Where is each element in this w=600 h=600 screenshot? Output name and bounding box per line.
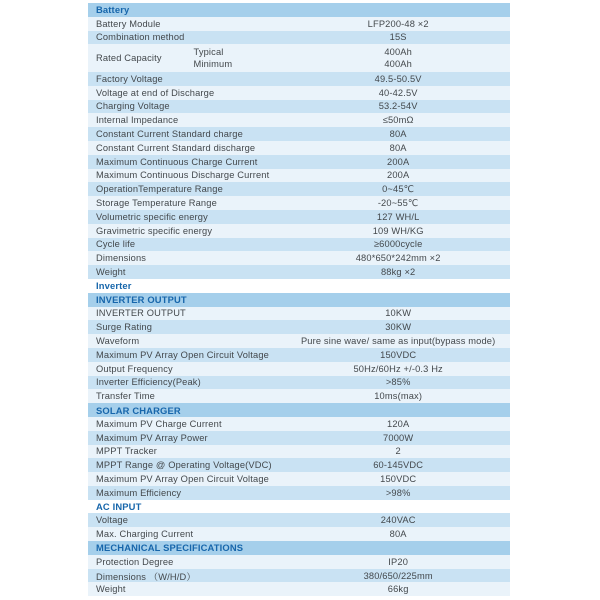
spec-label: OperationTemperature Range	[96, 184, 223, 195]
spec-value: 50Hz/60Hz +/-0.3 Hz	[353, 363, 443, 374]
spec-row	[88, 72, 510, 86]
spec-label: Combination method	[96, 32, 185, 43]
spec-value: 240VAC	[380, 515, 416, 526]
spec-row	[88, 431, 510, 445]
spec-row	[88, 527, 510, 541]
spec-value: >98%	[385, 487, 411, 498]
spec-value: 60-145VDC	[373, 460, 424, 471]
spec-value: 0~45℃	[382, 183, 415, 194]
spec-label: Internal Impedance	[96, 115, 179, 126]
spec-sub-label: Minimum	[193, 59, 233, 70]
spec-label: Transfer Time	[96, 391, 155, 402]
spec-row	[88, 445, 510, 459]
spec-row	[88, 44, 510, 72]
spec-label: Weight	[96, 584, 126, 595]
spec-label: Maximum PV Array Open Circuit Voltage	[96, 473, 269, 484]
spec-value: 150VDC	[380, 349, 417, 360]
section-header-solar-charger	[88, 403, 510, 417]
section-title: Battery	[96, 4, 130, 16]
spec-label: Storage Temperature Range	[96, 198, 217, 209]
spec-value: ≤50mΩ	[382, 115, 414, 126]
section-header-inverter	[88, 279, 510, 293]
spec-row	[88, 582, 510, 596]
spec-row	[88, 113, 510, 127]
spec-value: 120A	[387, 418, 410, 429]
spec-value: 480*650*242mm ×2	[355, 253, 441, 264]
spec-row	[88, 86, 510, 100]
section-header-inverter-output	[88, 293, 510, 307]
spec-label: MPPT Range @ Operating Voltage(VDC)	[96, 460, 272, 471]
spec-label: Maximum PV Charge Current	[96, 418, 222, 429]
spec-sub-label: Typical	[193, 46, 224, 57]
spec-label: Charging Voltage	[96, 101, 170, 112]
section-header-battery	[88, 3, 510, 17]
spec-row	[88, 224, 510, 238]
spec-row	[88, 569, 510, 583]
spec-row	[88, 251, 510, 265]
spec-row	[88, 376, 510, 390]
spec-row	[88, 417, 510, 431]
spec-label: Volumetric specific energy	[96, 211, 208, 222]
spec-value: >85%	[385, 377, 411, 388]
spec-value: 400Ah	[384, 46, 412, 57]
section-title: Inverter	[96, 280, 132, 292]
spec-value: IP20	[388, 556, 409, 567]
spec-value: 40-42.5V	[378, 87, 418, 98]
spec-row	[88, 210, 510, 224]
spec-value: 150VDC	[380, 473, 417, 484]
spec-row	[88, 155, 510, 169]
spec-label: Max. Charging Current	[96, 529, 194, 540]
spec-label: Surge Rating	[96, 322, 153, 333]
spec-label: Output Frequency	[96, 363, 173, 374]
spec-value: Pure sine wave/ same as input(bypass mode)	[300, 336, 496, 347]
spec-row	[88, 486, 510, 500]
spec-value: 80A	[389, 142, 407, 153]
spec-value: 10ms(max)	[374, 391, 423, 402]
spec-row	[88, 238, 510, 252]
spec-label: Maximum Continuous Charge Current	[96, 156, 258, 167]
spec-label: Inverter Efficiency(Peak)	[96, 377, 201, 388]
spec-value: 66kg	[387, 584, 409, 595]
spec-value: 49.5-50.5V	[374, 73, 422, 84]
spec-value: ≥6000cycle	[373, 239, 423, 250]
spec-label: Maximum PV Array Open Circuit Voltage	[96, 349, 269, 360]
spec-row	[88, 513, 510, 527]
spec-value: 80A	[389, 129, 407, 140]
spec-value: 30KW	[385, 322, 412, 333]
spec-label: Gravimetric specific energy	[96, 225, 213, 236]
spec-sub-labels	[194, 46, 287, 71]
spec-label: Dimensions （W/H/D）	[96, 571, 196, 582]
spec-row	[88, 196, 510, 210]
spec-label: Factory Voltage	[96, 73, 163, 84]
spec-label: Waveform	[96, 336, 140, 347]
spec-table	[88, 3, 510, 596]
spec-label: Cycle life	[96, 239, 136, 250]
spec-value: LFP200-48 ×2	[367, 18, 429, 29]
spec-row	[88, 362, 510, 376]
spec-value: 88kg ×2	[380, 267, 416, 278]
spec-value: 400Ah	[384, 59, 412, 70]
spec-row	[88, 458, 510, 472]
spec-label: Weight	[96, 267, 126, 278]
spec-row	[88, 334, 510, 348]
spec-value: 380/650/225mm	[363, 570, 433, 581]
spec-row	[88, 17, 510, 31]
spec-label: Rated Capacity	[96, 53, 162, 64]
section-header-mechanical-specifications	[88, 541, 510, 555]
section-title: INVERTER OUTPUT	[96, 294, 187, 306]
spec-label: Constant Current Standard discharge	[96, 142, 256, 153]
spec-label: Voltage	[96, 515, 129, 526]
spec-label: Dimensions	[96, 253, 147, 264]
spec-value: 127 WH/L	[376, 211, 420, 222]
section-header-ac-input	[88, 500, 510, 514]
spec-label: Voltage at end of Discharge	[96, 87, 215, 98]
spec-row	[88, 182, 510, 196]
spec-row	[88, 169, 510, 183]
spec-row	[88, 127, 510, 141]
spec-value: 80A	[389, 529, 407, 540]
spec-value: 10KW	[385, 308, 412, 319]
spec-label: Battery Module	[96, 18, 161, 29]
spec-value: 109 WH/KG	[372, 225, 424, 236]
spec-label: Constant Current Standard charge	[96, 129, 243, 140]
spec-label: Maximum Efficiency	[96, 487, 182, 498]
spec-row	[88, 265, 510, 279]
spec-label: Maximum Continuous Discharge Current	[96, 170, 270, 181]
spec-row	[88, 141, 510, 155]
spec-row	[88, 307, 510, 321]
spec-label: Maximum PV Array Power	[96, 432, 208, 443]
spec-value: -20~55℃	[377, 197, 419, 208]
section-title: MECHANICAL SPECIFICATIONS	[96, 542, 244, 554]
spec-value: 2	[395, 446, 401, 457]
spec-label: MPPT Tracker	[96, 446, 158, 457]
spec-value: 200A	[387, 156, 410, 167]
spec-row	[88, 100, 510, 114]
spec-value: 53.2-54V	[378, 101, 418, 112]
spec-sub-values	[286, 46, 510, 71]
spec-value: 200A	[387, 170, 410, 181]
spec-row	[88, 555, 510, 569]
spec-label: INVERTER OUTPUT	[96, 308, 186, 319]
spec-row	[88, 348, 510, 362]
spec-row	[88, 31, 510, 45]
spec-row	[88, 472, 510, 486]
spec-label: Protection Degree	[96, 556, 174, 567]
spec-value: 15S	[389, 32, 407, 43]
section-title: SOLAR CHARGER	[96, 404, 181, 416]
spec-row	[88, 320, 510, 334]
section-title: AC INPUT	[96, 501, 142, 513]
spec-value: 7000W	[383, 432, 414, 443]
spec-row	[88, 389, 510, 403]
